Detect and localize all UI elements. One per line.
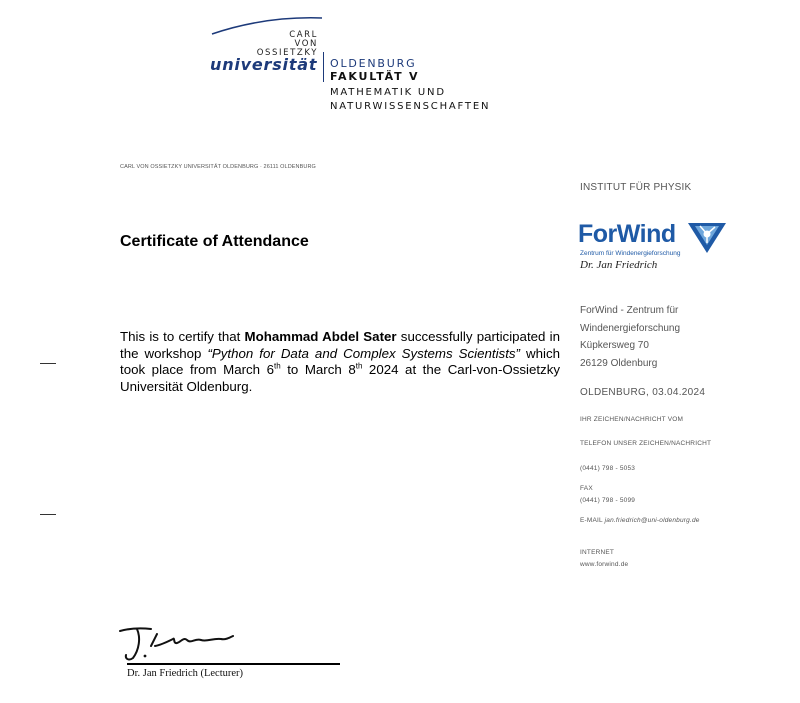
fold-mark-bottom bbox=[40, 514, 56, 515]
phone-number: (0441) 798 - 5053 bbox=[580, 465, 636, 472]
internet-url: www.forwind.de bbox=[580, 561, 629, 568]
reference-label: IHR ZEICHEN/NACHRICHT VOM bbox=[580, 416, 684, 423]
body-dates-a: which took place from March 6 bbox=[120, 345, 560, 378]
workshop-title: “Python for Data and Complex Systems Scientists” bbox=[207, 345, 520, 361]
email-line bbox=[580, 517, 700, 524]
logo-city: OLDENBURG bbox=[330, 57, 417, 70]
logo-faculty: FAKULTÄT V bbox=[330, 70, 420, 83]
logo-crest-ossietzky: OSSIETZKY bbox=[256, 48, 318, 58]
phone-label: TELEFON UNSER ZEICHEN/NACHRICHT bbox=[580, 440, 712, 447]
address-line-4: 26129 Oldenburg bbox=[580, 357, 658, 369]
address-line-2: Windenergieforschung bbox=[580, 322, 681, 334]
certificate-title: Certificate of Attendance bbox=[120, 233, 309, 250]
handwritten-signature bbox=[117, 626, 237, 662]
email-label: E-MAIL bbox=[580, 517, 605, 524]
body-intro: This is to certify that bbox=[120, 329, 245, 344]
address-line-1: ForWind - Zentrum für bbox=[580, 305, 679, 316]
body-dates-b: to March 8 bbox=[280, 362, 356, 378]
logo-faculty-line-1: MATHEMATIK UND bbox=[330, 87, 446, 98]
email-address: jan.friedrich@uni-oldenburg.de bbox=[604, 517, 700, 524]
fax-number: (0441) 798 - 5099 bbox=[580, 497, 636, 504]
certificate-body bbox=[120, 329, 560, 395]
signature-caption: Dr. Jan Friedrich (Lecturer) bbox=[127, 668, 244, 679]
fold-mark-top bbox=[40, 363, 56, 364]
institute-label: INSTITUT FÜR PHYSIK bbox=[580, 182, 692, 193]
internet-label: INTERNET bbox=[580, 549, 615, 556]
body-mid: successfully participated in the workshop bbox=[120, 329, 560, 361]
forwind-logo-text: ForWind bbox=[578, 220, 676, 248]
ordinal-suffix-2: th bbox=[355, 361, 363, 371]
attendee-name: Mohammad Abdel Sater bbox=[244, 329, 397, 344]
letter-date: OLDENBURG, 03.04.2024 bbox=[580, 387, 706, 398]
fax-label: FAX bbox=[580, 485, 593, 492]
logo-crest-carl: CARL bbox=[289, 30, 318, 40]
logo-faculty-line-2: NATURWISSENSCHAFTEN bbox=[330, 101, 491, 112]
ordinal-suffix-1: th bbox=[274, 361, 281, 371]
logo-divider bbox=[323, 52, 324, 82]
logo-universitaet: universität bbox=[210, 55, 318, 74]
logo-crest-von: VON bbox=[294, 39, 318, 49]
forwind-turbine-icon bbox=[686, 221, 728, 255]
signature-line bbox=[127, 663, 340, 665]
address-line-3: Küpkersweg 70 bbox=[580, 340, 649, 351]
forwind-contact-name: Dr. Jan Friedrich bbox=[580, 259, 658, 271]
sender-address-line: CARL VON OSSIETZKY UNIVERSITÄT OLDENBURG · 26111 OLDENBURG bbox=[120, 164, 316, 170]
forwind-subtitle: Zentrum für Windenergieforschung bbox=[580, 250, 681, 257]
body-dates-c: 2024 at the Carl-von-Ossietzky Universität Oldenburg. bbox=[120, 362, 560, 394]
